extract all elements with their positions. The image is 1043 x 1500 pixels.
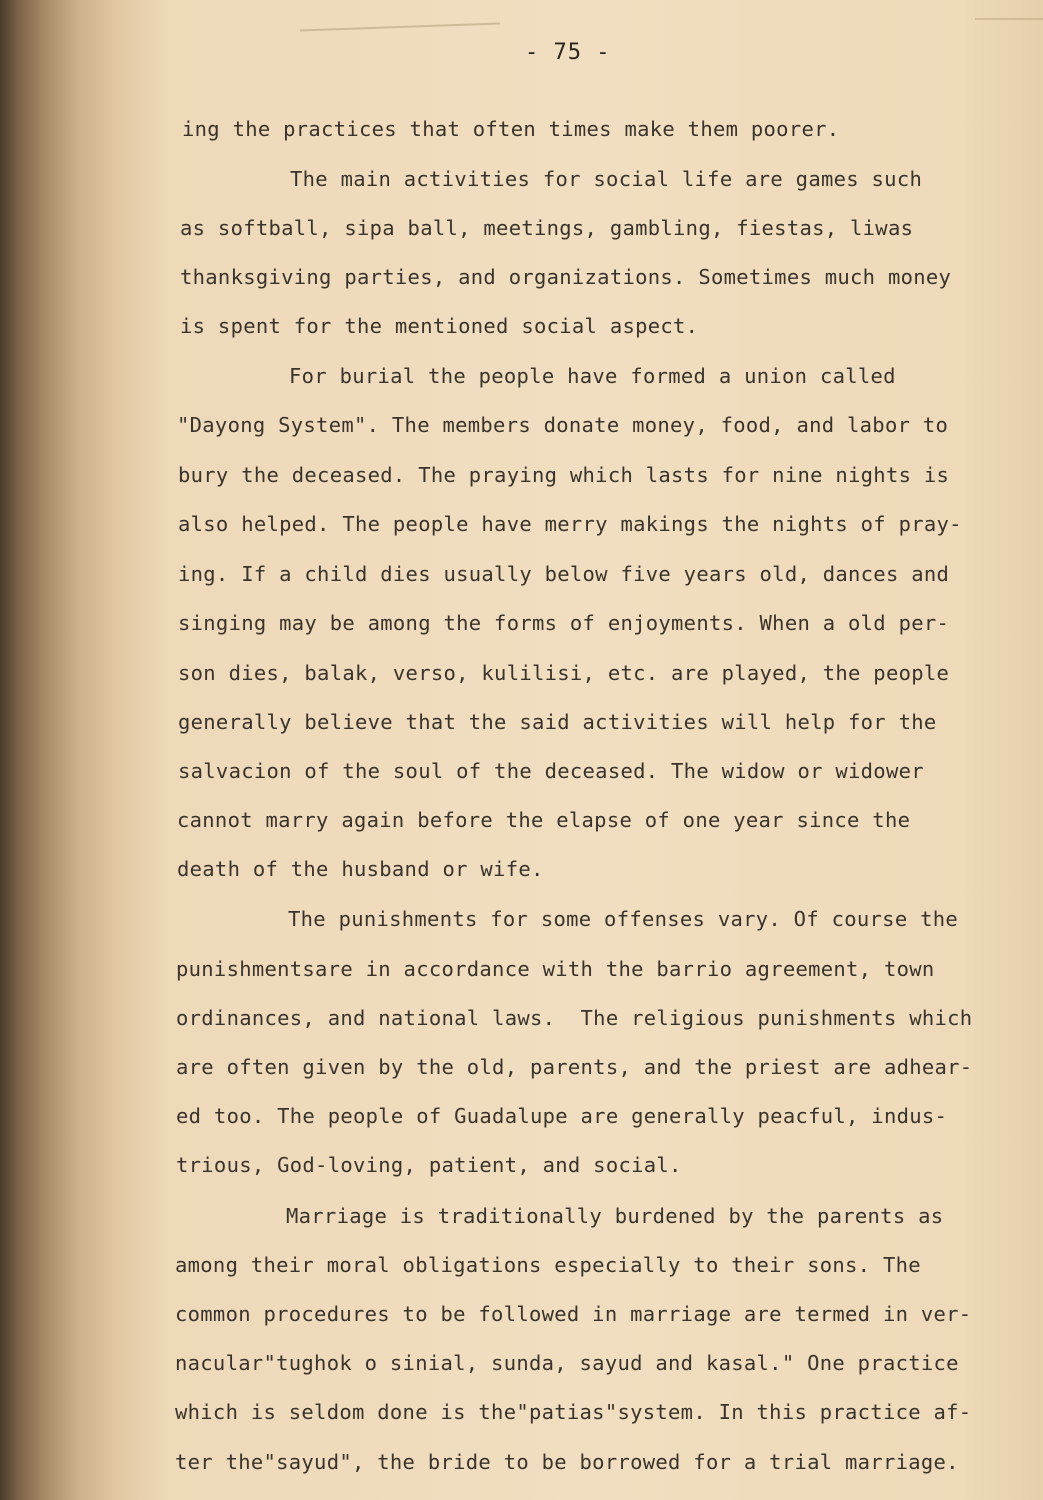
text-line: Marriage is traditionally burdened by the parents as (286, 1204, 944, 1228)
text-line: singing may be among the forms of enjoyments. When a old per- (178, 611, 950, 635)
text-line: son dies, balak, verso, kulilisi, etc. are played, the people (178, 661, 950, 685)
text-line: among their moral obligations especially to their sons. The (175, 1253, 921, 1277)
text-line: The main activities for social life are games such (290, 167, 923, 191)
text-line: ed too. The people of Guadalupe are generally peacful, indus- (176, 1104, 948, 1128)
text-line: ing the practices that often times make them poorer. (182, 117, 840, 141)
text-line: also helped. The people have merry makings the nights of pray- (178, 512, 962, 536)
text-line: salvacion of the soul of the deceased. The widow or widower (178, 759, 924, 783)
text-line: which is seldom done is the"patias"system. In this practice af- (175, 1400, 972, 1424)
text-line: cannot marry again before the elapse of one year since the (177, 808, 911, 832)
text-line: ordinances, and national laws. The religious punishments which (176, 1006, 973, 1030)
text-line: thanksgiving parties, and organizations. Sometimes much money (180, 265, 952, 289)
text-line: nacular"tughok o sinial, sunda, sayud and kasal." One practice (175, 1351, 959, 1375)
text-line: trious, God-loving, patient, and social. (176, 1153, 682, 1177)
text-line: The punishments for some offenses vary. Of course the (288, 907, 959, 931)
text-line: punishmentsare in accordance with the barrio agreement, town (176, 957, 935, 981)
text-line: common procedures to be followed in marriage are termed in ver- (175, 1302, 972, 1326)
text-line: For burial the people have formed a union called (289, 364, 896, 388)
text-line: bury the deceased. The praying which lasts for nine nights is (178, 463, 950, 487)
text-line: are often given by the old, parents, and the priest are adhear- (176, 1055, 973, 1079)
text-line: as softball, sipa ball, meetings, gambling, fiestas, liwas (180, 216, 914, 240)
text-line: generally believe that the said activities will help for the (178, 710, 937, 734)
page-number: - 75 - (525, 40, 611, 65)
text-line: is spent for the mentioned social aspect. (180, 314, 699, 338)
text-line: ing. If a child dies usually below five years old, dances and (178, 562, 950, 586)
text-line: "Dayong System". The members donate money, food, and labor to (177, 413, 949, 437)
text-line: death of the husband or wife. (177, 857, 544, 881)
text-line: ter the"sayud", the bride to be borrowed for a trial marriage. (175, 1450, 959, 1474)
